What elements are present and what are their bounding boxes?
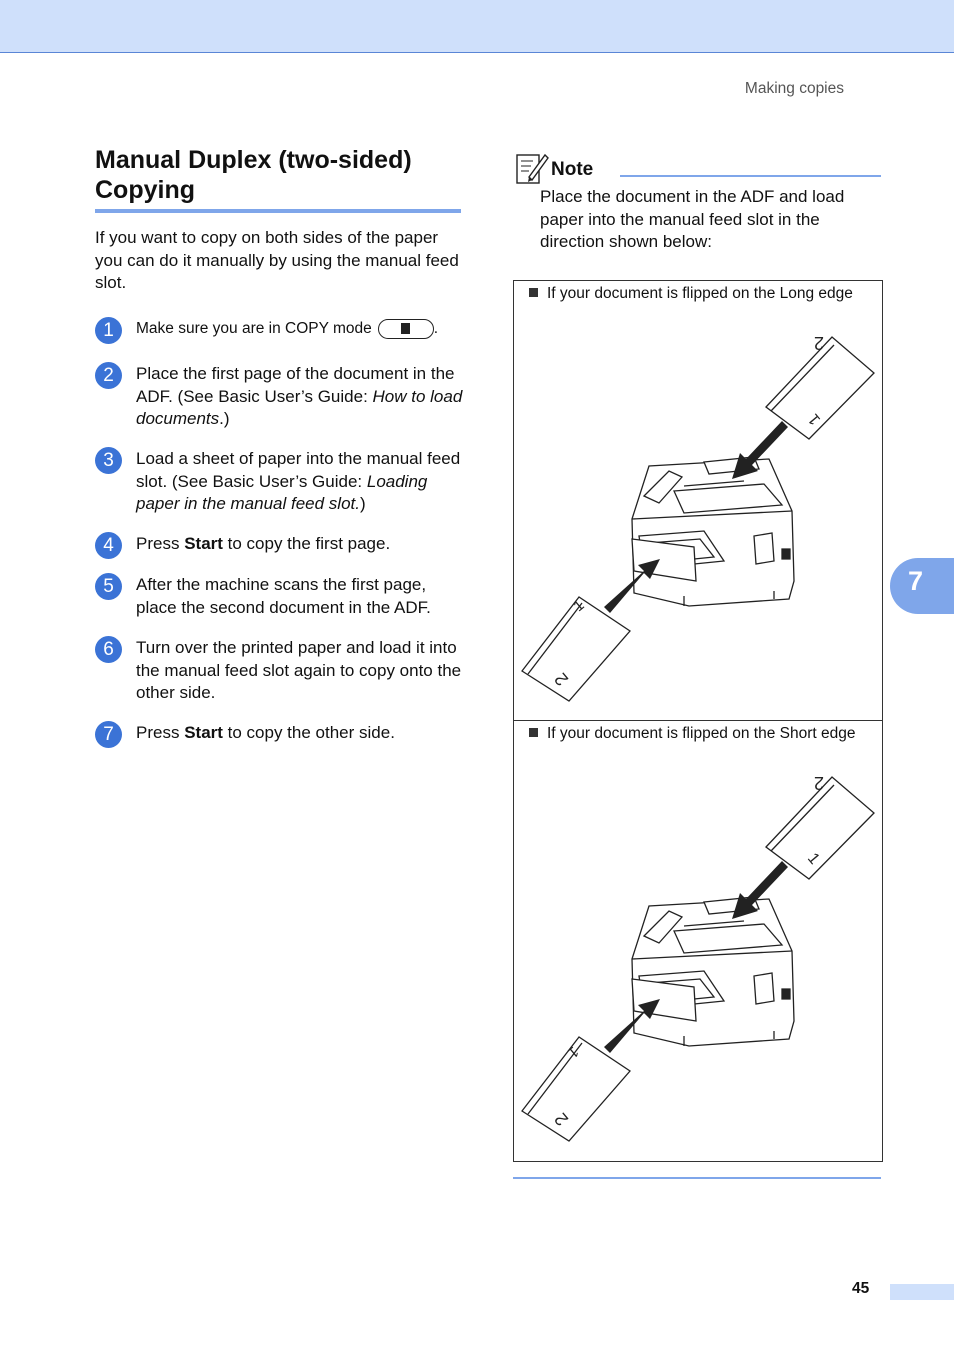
- step-text: Turn over the printed paper and load it into the manual feed slot again to copy onto the other side.: [136, 638, 462, 702]
- chapter-tab: [890, 558, 954, 614]
- chapter-number: 7: [908, 566, 924, 596]
- cross-reference: Loading paper in the manual feed slot.: [136, 471, 428, 513]
- step-text: Load a sheet of paper into the manual feed slot. (See Basic User’s Guide: Loading paper in the manual feed slot.): [136, 449, 461, 513]
- step-number: 7: [95, 721, 122, 748]
- step-number: 2: [95, 362, 122, 389]
- step-number: 5: [95, 573, 122, 600]
- header-band: [0, 0, 954, 53]
- copy-key-icon: [378, 319, 434, 339]
- cross-reference: How to load documents: [136, 386, 463, 428]
- svg-text:1: 1: [570, 596, 588, 616]
- note-end-rule: [513, 1177, 881, 1179]
- step-number: 1: [95, 317, 122, 344]
- page-number: 45: [852, 1280, 870, 1297]
- note-title: Note: [551, 159, 594, 180]
- key-name: Start: [184, 534, 223, 553]
- figure-caption: If your document is flipped on the Short edge: [529, 724, 879, 744]
- svg-text:2: 2: [813, 333, 824, 353]
- figure-caption: If your document is flipped on the Long edge: [529, 284, 879, 304]
- svg-text:2: 2: [550, 669, 573, 690]
- svg-text:1: 1: [805, 410, 825, 428]
- step-text: After the machine scans the first page, place the second document in the ADF.: [136, 575, 431, 617]
- svg-text:1: 1: [564, 1042, 582, 1062]
- note-body: Place the document in the ADF and load paper into the manual feed slot in the direction shown below:: [540, 187, 845, 251]
- step-text: Press Start to copy the first page.: [136, 534, 391, 553]
- title-underline: [95, 209, 461, 213]
- note-rule: [620, 175, 881, 177]
- note-pencil-icon: [515, 151, 549, 185]
- fax-machine-illustration: [514, 281, 882, 721]
- figure-long-edge: [513, 280, 883, 722]
- step-text: Press Start to copy the other side.: [136, 723, 395, 742]
- section-title: Manual Duplex (two-sided) Copying: [95, 146, 412, 204]
- running-header: Making copies: [744, 80, 844, 97]
- svg-text:1: 1: [803, 850, 823, 868]
- page-tab: [890, 1284, 954, 1300]
- figure-short-edge: [513, 720, 883, 1162]
- intro-paragraph: If you want to copy on both sides of the paper you can do it manually by using the manual feed slot.: [95, 228, 459, 292]
- key-name: Start: [184, 723, 223, 742]
- step-number: 4: [95, 532, 122, 559]
- svg-text:2: 2: [813, 773, 824, 793]
- step-text: Make sure you are in COPY mode .: [136, 320, 439, 337]
- svg-text:2: 2: [550, 1109, 573, 1130]
- step-number: 6: [95, 636, 122, 663]
- step-text: Place the first page of the document in the ADF. (See Basic User’s Guide: How to load documents.): [136, 364, 463, 428]
- step-number: 3: [95, 447, 122, 474]
- fax-machine-illustration: [514, 721, 882, 1161]
